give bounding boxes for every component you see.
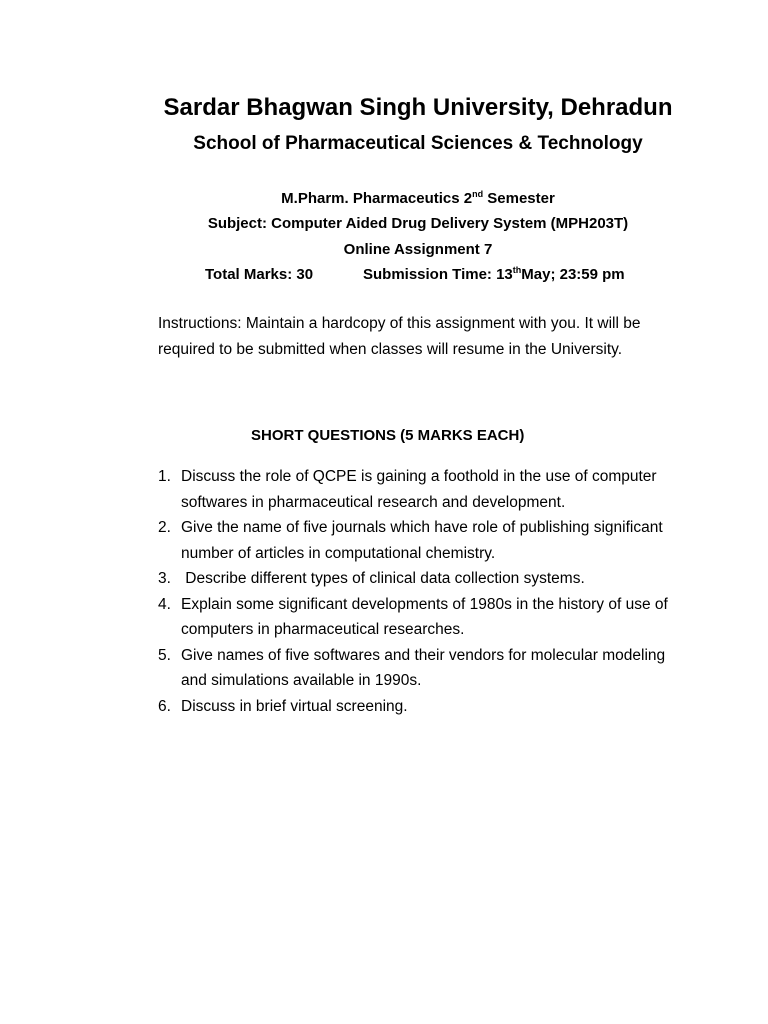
submission-time — [363, 266, 625, 283]
marks-submission-line — [205, 265, 625, 283]
submission-superscript: th — [512, 265, 522, 275]
question-number: 1. — [158, 468, 171, 485]
question-text: Discuss the role of QCPE is gaining a foothold in the use of computer softwares in pharmaceutical research and development. — [181, 468, 657, 511]
total-marks: Total Marks: 30 — [205, 266, 314, 283]
question-number: 4. — [158, 595, 171, 613]
list-item — [158, 566, 678, 592]
instructions-paragraph: Instructions: Maintain a hardcopy of this assignment with you. It will be required to be submitted when classes will resume in the University. — [158, 315, 641, 358]
program-line — [34, 190, 768, 207]
list-item — [158, 643, 678, 694]
question-text: Give names of five softwares and their vendors for molecular modeling and simulations available in 1990s. — [181, 646, 666, 689]
question-text: Discuss in brief virtual screening. — [181, 697, 408, 715]
submission-suffix: May; 23:59 pm — [521, 266, 625, 283]
program-superscript: nd — [472, 189, 484, 199]
list-item — [158, 515, 678, 566]
question-text: Describe different types of clinical data collection systems. — [181, 570, 585, 587]
section-heading: SHORT QUESTIONS (5 MARKS EACH) — [251, 427, 525, 444]
program-prefix: M.Pharm. Pharmaceutics 2 — [281, 190, 473, 207]
program-suffix: Semester — [483, 190, 555, 207]
school-title: School of Pharmaceutical Sciences & Technology — [193, 133, 643, 154]
list-item — [158, 592, 678, 643]
question-number: 6. — [158, 697, 171, 715]
submission-prefix: Submission Time: 13 — [363, 266, 513, 283]
university-title: Sardar Bhagwan Singh University, Dehradun — [163, 94, 673, 121]
question-text: Give the name of five journals which have role of publishing significant number of articles in computational chemistry. — [181, 519, 663, 562]
question-number: 5. — [158, 646, 171, 664]
subject-line: Subject: Computer Aided Drug Delivery System (MPH203T) — [207, 215, 629, 232]
question-number: 2. — [158, 519, 171, 536]
list-item — [158, 694, 678, 720]
question-number: 3. — [158, 570, 171, 587]
question-text: Explain some significant developments of 1980s in the history of use of computers in pharmaceutical researches. — [181, 595, 668, 638]
list-item — [158, 464, 678, 515]
assignment-title: Online Assignment 7 — [343, 241, 493, 258]
questions-list — [158, 464, 678, 719]
